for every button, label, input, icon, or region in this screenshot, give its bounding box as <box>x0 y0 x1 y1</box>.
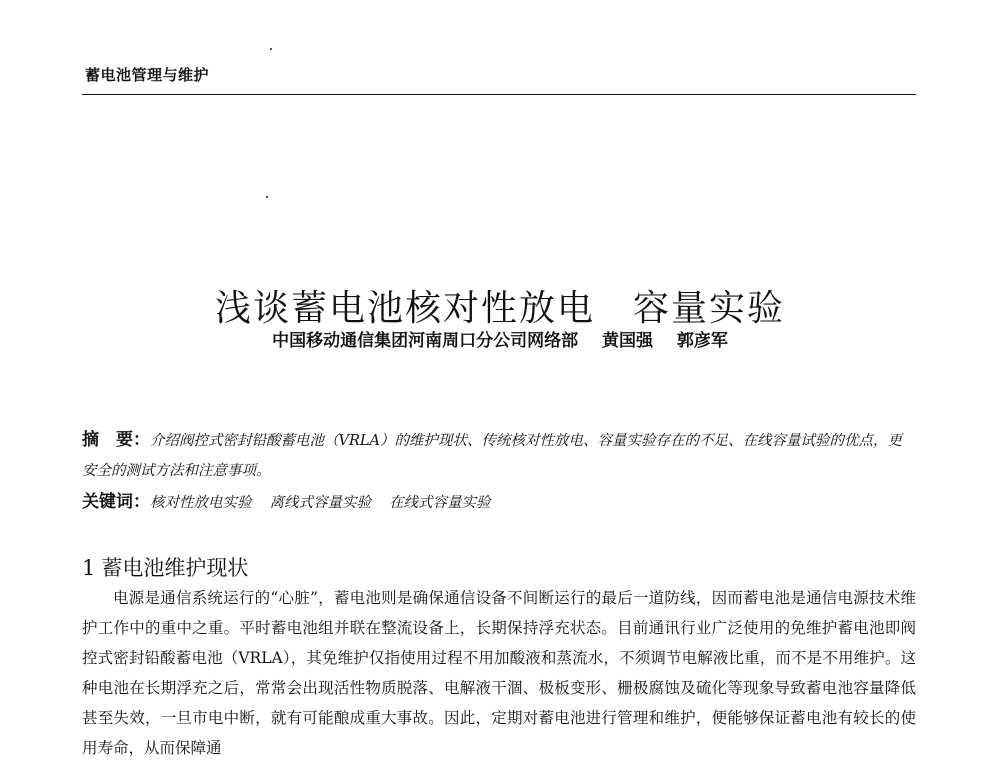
scan-speck <box>270 48 272 50</box>
running-head: 蓄电池管理与维护 <box>85 66 210 84</box>
body-text <box>82 583 916 763</box>
abstract-text: 介绍阀控式密封铅酸蓄电池（VRLA）的维护现状、传统核对性放电、容量实验存在的不足、在线容量试验的优点，更安全的测试方法和注意事项。 <box>82 433 902 479</box>
header-rule <box>82 94 916 95</box>
author-line <box>0 326 1000 351</box>
author-name: 黄国强 <box>602 331 653 351</box>
article-title: 浅谈蓄电池核对性放电 容量实验 <box>214 288 785 330</box>
keyword: 在线式容量实验 <box>389 495 491 511</box>
paragraph: 电源是通信系统运行的“心脏”，蓄电池则是确保通信设备不间断运行的最后一道防线，因而蓄电池是通信电源技术维护工作中的重中之重。平时蓄电池组并联在整流设备上，长期保持浮充状态。目前通讯行业广泛使用的免维护蓄电池即阀控式密封铅酸蓄电池（VRLA），其免维护仅指使用过程不用加酸液和蒸流水，不须调节电解液比重，而不是不用维护。这种电池在长期浮充之后，常常会出现活性物质脱落、电解液干涸、极板变形、栅极腐蚀及硫化等现象导致蓄电池容量降低甚至失效，一旦市电中断，就有可能酿成重大事故。因此，定期对蓄电池进行管理和维护，便能够保证蓄电池有较长的使用寿命，从而保障通 <box>82 589 916 757</box>
author-name: 郭彦军 <box>676 331 728 351</box>
keywords <box>82 487 916 512</box>
keywords-label: 关键词： <box>82 492 150 512</box>
section-heading <box>82 552 248 582</box>
keyword: 离线式容量实验 <box>269 495 371 511</box>
section-number: 1 <box>82 556 96 581</box>
affiliation: 中国移动通信集团河南周口分公司网络部 <box>272 331 579 351</box>
section-title: 蓄电池维护现状 <box>101 556 249 581</box>
keyword: 核对性放电实验 <box>150 495 252 511</box>
scan-speck <box>266 196 268 198</box>
abstract-label: 摘 要： <box>82 430 150 450</box>
abstract <box>82 425 916 486</box>
